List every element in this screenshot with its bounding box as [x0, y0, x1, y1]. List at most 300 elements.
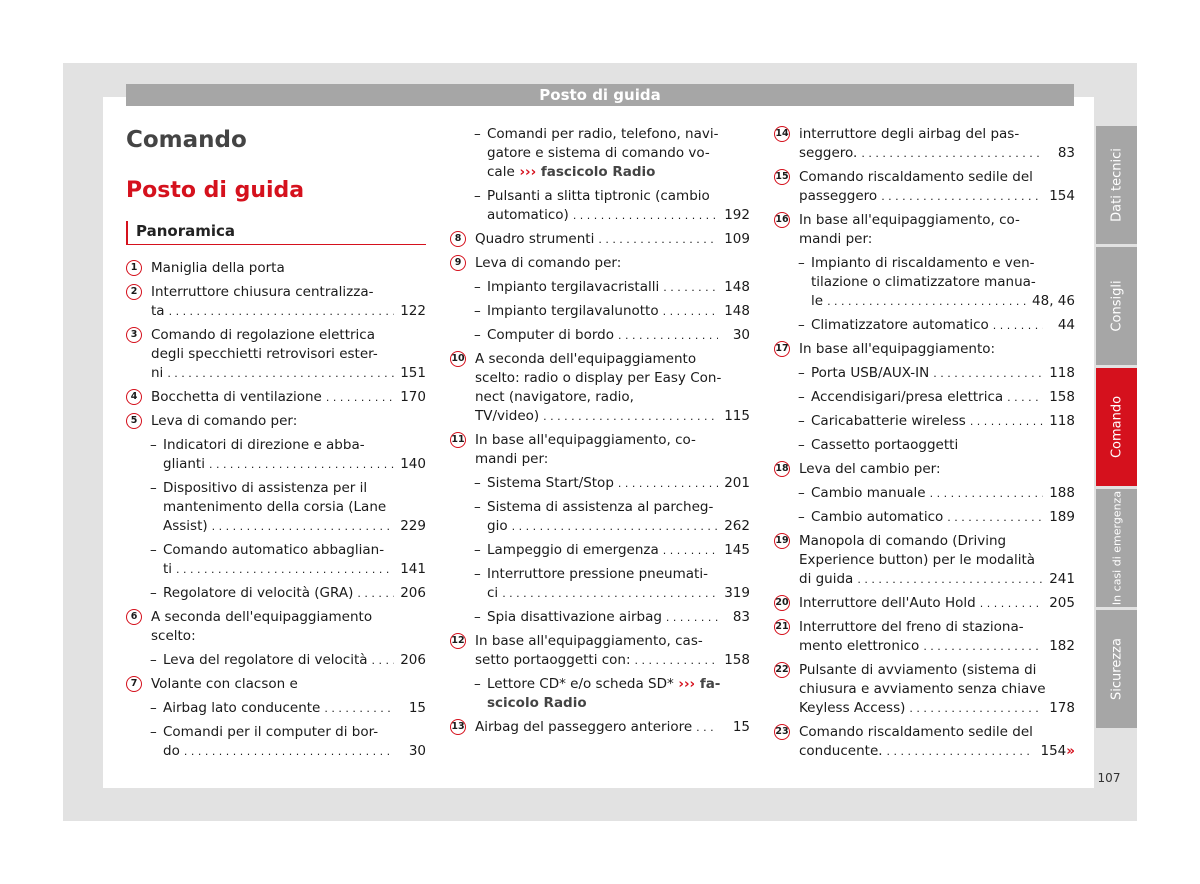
chapter-tab-consigli[interactable]: [1096, 247, 1137, 365]
item-text-line: [151, 364, 426, 383]
dot-leader: [324, 699, 394, 718]
item-number-circle: 7: [126, 676, 142, 692]
item-text-line: [487, 278, 750, 297]
item-text-line: [475, 350, 750, 369]
item-number-circle: 23: [774, 724, 790, 740]
page-reference: 44: [1057, 317, 1075, 333]
item-number-circle: 21: [774, 619, 790, 635]
item-text: A seconda dell'equipaggiamento: [151, 609, 373, 625]
item-text-line: [163, 436, 426, 455]
reference-arrow: ›››: [673, 676, 700, 692]
sub-item: [126, 479, 426, 536]
item-text-line: [163, 455, 426, 474]
item-text: scelto: radio o display per Easy Con-: [475, 370, 722, 386]
item-text: Cassetto portaoggetti: [811, 437, 959, 453]
legend-item: [450, 254, 750, 273]
page-reference: 158: [724, 652, 750, 668]
cross-reference: [515, 164, 656, 180]
page-reference: 15: [408, 700, 426, 716]
sub-item: [450, 675, 750, 713]
item-text: do: [163, 743, 180, 759]
item-text: Pulsanti a slitta tiptronic (cambio: [487, 188, 710, 204]
item-text-line: [811, 508, 1075, 527]
legend-item: [126, 675, 426, 694]
legend-item: [450, 718, 750, 737]
item-text: gatore e sistema di comando vo-: [487, 145, 710, 161]
item-text: mandi per:: [799, 231, 873, 247]
item-text-line: [163, 742, 426, 761]
page-reference: 148: [724, 279, 750, 295]
legend-item: [450, 350, 750, 426]
dot-leader: [696, 718, 718, 737]
item-text: Volante con clacson e: [151, 676, 298, 692]
dot-leader: [827, 292, 1028, 311]
page-reference: 154: [1040, 743, 1067, 759]
item-text: ci: [487, 585, 499, 601]
item-number-circle: 11: [450, 432, 466, 448]
dash-bullet: –: [798, 255, 805, 271]
item-number-circle: 6: [126, 609, 142, 625]
item-text-line: [151, 412, 426, 431]
dash-bullet: –: [150, 724, 157, 740]
dot-leader: [909, 699, 1043, 718]
legend-item: [774, 594, 1075, 613]
item-text: Comando automatico abbaglian-: [163, 542, 385, 558]
legend-item: [126, 412, 426, 431]
item-text-line: [163, 651, 426, 670]
item-text-line: [487, 206, 750, 225]
dash-bullet: –: [474, 542, 481, 558]
legend-item: [774, 661, 1075, 718]
dot-leader: [663, 302, 718, 321]
page-reference: 148: [724, 303, 750, 319]
dash-bullet: –: [474, 188, 481, 204]
item-text: Indicatori di direzione e abba-: [163, 437, 365, 453]
item-text: Assist): [163, 518, 208, 534]
page-reference: 140: [400, 456, 426, 472]
dot-leader: [598, 230, 718, 249]
dot-leader: [502, 584, 718, 603]
dot-leader: [176, 560, 394, 579]
legend-item: [450, 230, 750, 249]
item-number-circle: 12: [450, 633, 466, 649]
item-text-line: [487, 608, 750, 627]
dot-leader: [618, 474, 718, 493]
item-text-line: [475, 369, 750, 388]
sub-item: [774, 436, 1075, 455]
item-text: Impianto tergilavacristalli: [487, 279, 660, 295]
item-text-line: [799, 460, 1075, 479]
item-text-line: [151, 388, 426, 407]
reference-text: fascicolo Radio: [540, 164, 656, 180]
legend-item: [774, 168, 1075, 206]
sub-item: [450, 608, 750, 627]
dash-bullet: –: [798, 365, 805, 381]
item-text: Impianto tergilavalunotto: [487, 303, 659, 319]
item-text-line: [151, 608, 426, 627]
sub-item: [774, 412, 1075, 431]
sub-item: [774, 316, 1075, 335]
item-number-circle: 13: [450, 719, 466, 735]
item-text: degli specchietti retrovisori ester-: [151, 346, 378, 362]
item-text: Computer di bordo: [487, 327, 614, 343]
page-reference: 178: [1049, 700, 1075, 716]
item-text-line: [475, 718, 750, 737]
dot-leader: [326, 388, 394, 407]
dash-bullet: –: [798, 509, 805, 525]
dash-bullet: –: [474, 676, 481, 692]
item-text: Caricabatterie wireless: [811, 413, 966, 429]
page-reference: 30: [732, 327, 750, 343]
chapter-tab-dati-tecnici[interactable]: [1096, 126, 1137, 244]
page-reference: 118: [1049, 365, 1075, 381]
item-text: cale ››› fascicolo Radio: [487, 164, 656, 180]
dash-bullet: –: [798, 317, 805, 333]
item-text-line: [475, 651, 750, 670]
page-reference: 118: [1049, 413, 1075, 429]
dash-bullet: –: [474, 327, 481, 343]
item-text: Lampeggio di emergenza: [487, 542, 659, 558]
dash-bullet: –: [150, 542, 157, 558]
reference-arrow: ›››: [514, 164, 541, 180]
page-reference: 189: [1049, 509, 1075, 525]
dash-bullet: –: [474, 303, 481, 319]
page-reference: 188: [1049, 485, 1075, 501]
item-text-line: [487, 125, 750, 144]
tab-label: Sicurezza: [1109, 638, 1124, 700]
sub-item: [450, 474, 750, 493]
item-text: interruttore degli airbag del pas-: [799, 126, 1020, 142]
item-text-line: [811, 273, 1075, 292]
sub-item: [450, 541, 750, 560]
item-text-line: [475, 632, 750, 651]
item-number-circle: 2: [126, 284, 142, 300]
item-text: seggero.: [799, 145, 858, 161]
page-reference: 206: [400, 585, 426, 601]
legend-item: [126, 283, 426, 321]
item-text: Leva del cambio per:: [799, 461, 941, 477]
tab-label: Dati tecnici: [1109, 148, 1124, 222]
item-text-line: [811, 292, 1075, 311]
item-text: Lettore CD* e/o scheda SD* ››› fa-: [487, 676, 721, 692]
sub-item: [450, 565, 750, 603]
item-text: Comandi per radio, telefono, navi-: [487, 126, 719, 142]
item-text-line: [163, 584, 426, 603]
item-text-line: [799, 723, 1075, 742]
dot-leader: [663, 541, 718, 560]
page-reference: 15: [732, 719, 750, 735]
page-reference: 262: [724, 518, 750, 534]
item-text: passeggero: [799, 188, 878, 204]
item-text-line: [799, 144, 1075, 163]
item-text: Comandi per il computer di bor-: [163, 724, 379, 740]
overview-list: [774, 125, 1075, 761]
dot-leader: [666, 608, 718, 627]
dot-leader: [930, 484, 1043, 503]
legend-item: [774, 618, 1075, 656]
page-reference: 170: [400, 389, 426, 405]
item-text: tilazione o climatizzatore manua-: [811, 274, 1036, 290]
item-text: glianti: [163, 456, 205, 472]
chapter-tab-comando[interactable]: [1096, 368, 1137, 486]
item-text: ni: [151, 365, 164, 381]
item-text-line: [487, 302, 750, 321]
sub-item: [774, 364, 1075, 383]
item-text-line: [799, 532, 1075, 551]
item-text: Interruttore pressione pneumati-: [487, 566, 708, 582]
dot-leader: [980, 594, 1043, 613]
item-text-line: [487, 163, 750, 182]
item-text: Keyless Access): [799, 700, 906, 716]
item-text: Leva di comando per:: [151, 413, 298, 429]
dot-leader: [635, 651, 718, 670]
item-number-circle: 4: [126, 389, 142, 405]
page-reference: 182: [1049, 638, 1075, 654]
item-text: ti: [163, 561, 173, 577]
legend-item: [126, 388, 426, 407]
chapter-tab-in-casi-di-emergenza[interactable]: [1096, 489, 1137, 607]
item-text-line: [487, 565, 750, 584]
item-text-line: [487, 584, 750, 603]
item-text-line: [151, 627, 426, 646]
column-3: [774, 125, 1075, 766]
sub-item: [126, 584, 426, 603]
item-text: Pulsante di avviamento (sistema di: [799, 662, 1037, 678]
item-text: Accendisigari/presa elettrica: [811, 389, 1004, 405]
item-text-line: [799, 699, 1075, 718]
dash-bullet: –: [150, 652, 157, 668]
dot-leader: [663, 278, 718, 297]
item-text-line: [799, 594, 1075, 613]
page-reference: 83: [732, 609, 750, 625]
item-text-line: [799, 211, 1075, 230]
item-text: Cambio automatico: [811, 509, 944, 525]
page-reference: 201: [724, 475, 750, 491]
item-text-line: [811, 254, 1075, 273]
page-reference: 115: [724, 408, 750, 424]
legend-item: [450, 431, 750, 469]
item-text: Cambio manuale: [811, 485, 926, 501]
item-text: nect (navigatore, radio,: [475, 389, 634, 405]
item-number-circle: 14: [774, 126, 790, 142]
item-text-line: [487, 326, 750, 345]
dot-leader: [372, 651, 394, 670]
reference-text: fa-: [699, 676, 721, 692]
item-text-line: [799, 187, 1075, 206]
item-number-circle: 3: [126, 327, 142, 343]
sub-item: [774, 508, 1075, 527]
item-text-line: [163, 541, 426, 560]
item-text-line: [475, 254, 750, 273]
item-text: mento elettronico: [799, 638, 920, 654]
dot-leader: [923, 637, 1043, 656]
sub-item: [126, 723, 426, 761]
item-text-line: [163, 517, 426, 536]
sub-item: [126, 541, 426, 579]
page-reference: 141: [400, 561, 426, 577]
legend-item: [126, 608, 426, 646]
item-text-line: [799, 551, 1075, 570]
item-text-line: [487, 517, 750, 536]
page-reference: 109: [724, 231, 750, 247]
cross-reference: [674, 676, 721, 692]
item-text: Climatizzatore automatico: [811, 317, 989, 333]
chapter-tab-sicurezza[interactable]: [1096, 610, 1137, 728]
item-text-line: [811, 412, 1075, 431]
item-text: mandi per:: [475, 451, 549, 467]
overview-list: [450, 125, 750, 737]
item-text: Interruttore chiusura centralizza-: [151, 284, 374, 300]
item-text: In base all'equipaggiamento, co-: [799, 212, 1020, 228]
dot-leader: [357, 584, 394, 603]
column-2: [450, 125, 750, 742]
dot-leader: [212, 517, 394, 536]
dot-leader: [947, 508, 1043, 527]
dash-bullet: –: [474, 566, 481, 582]
page-reference: 151: [400, 365, 426, 381]
dot-leader: [169, 302, 394, 321]
page-reference: 122: [400, 303, 426, 319]
legend-item: [774, 211, 1075, 249]
item-text: A seconda dell'equipaggiamento: [475, 351, 697, 367]
page-reference: 145: [724, 542, 750, 558]
item-text: Interruttore del freno di staziona-: [799, 619, 1024, 635]
item-number-circle: 10: [450, 351, 466, 367]
item-text: Impianto di riscaldamento e ven-: [811, 255, 1035, 271]
sub-item: [450, 187, 750, 225]
item-text-line: [163, 479, 426, 498]
item-text: Leva di comando per:: [475, 255, 622, 271]
dash-bullet: –: [150, 480, 157, 496]
item-text: Leva del regolatore di velocità: [163, 652, 368, 668]
dash-bullet: –: [474, 609, 481, 625]
item-text: le: [811, 293, 824, 309]
tab-label: Comando: [1109, 395, 1124, 459]
item-text-line: [487, 187, 750, 206]
item-text: Manopola di comando (Driving: [799, 533, 1007, 549]
item-number-circle: 1: [126, 260, 142, 276]
item-text-line: [487, 498, 750, 517]
dot-leader: [573, 206, 718, 225]
tab-label: Consigli: [1109, 280, 1124, 332]
item-text-line: [799, 618, 1075, 637]
item-text: mantenimento della corsia (Lane: [163, 499, 387, 515]
item-number-circle: 9: [450, 255, 466, 271]
item-text: gio: [487, 518, 508, 534]
dot-leader: [861, 144, 1043, 163]
item-text-line: [799, 661, 1075, 680]
item-text-line: [487, 675, 750, 694]
item-text-line: [163, 560, 426, 579]
item-text: In base all'equipaggiamento:: [799, 341, 996, 357]
item-text: In base all'equipaggiamento, co-: [475, 432, 696, 448]
dash-bullet: –: [474, 475, 481, 491]
dot-leader: [512, 517, 718, 536]
item-text-line: [799, 570, 1075, 589]
item-text: Regolatore di velocità (GRA): [163, 585, 354, 601]
item-text-line: [475, 431, 750, 450]
item-text-line: [799, 637, 1075, 656]
section-title: Posto di guida: [126, 178, 305, 203]
column-1: [126, 125, 426, 766]
item-text-line: [811, 388, 1075, 407]
sub-item: [774, 484, 1075, 503]
reference-text: scicolo Radio: [487, 695, 587, 711]
item-text-line: [799, 340, 1075, 359]
item-text: automatico): [487, 207, 569, 223]
page-reference: 158: [1049, 389, 1075, 405]
item-text: Sistema di assistenza al parcheg-: [487, 499, 714, 515]
item-text-line: [151, 283, 426, 302]
legend-item: [774, 723, 1075, 761]
dot-leader: [881, 187, 1043, 206]
item-text: Airbag del passeggero anteriore: [475, 719, 693, 735]
item-text: In base all'equipaggiamento, cas-: [475, 633, 703, 649]
dash-bullet: –: [150, 585, 157, 601]
item-text-line: [487, 144, 750, 163]
item-number-circle: 16: [774, 212, 790, 228]
dash-bullet: –: [798, 485, 805, 501]
item-number-circle: 18: [774, 461, 790, 477]
item-text: di guida: [799, 571, 854, 587]
item-text-line: [811, 436, 1075, 455]
item-text-line: [799, 680, 1075, 699]
item-text: Comando riscaldamento sedile del: [799, 724, 1033, 740]
legend-item: [774, 532, 1075, 589]
item-text-line: [799, 742, 1075, 761]
item-text-line: [163, 498, 426, 517]
sub-item: [126, 436, 426, 474]
sub-item: [450, 498, 750, 536]
legend-item: [126, 326, 426, 383]
item-text: Spia disattivazione airbag: [487, 609, 662, 625]
item-number-circle: 5: [126, 413, 142, 429]
sub-item: [774, 254, 1075, 311]
item-text-line: [475, 450, 750, 469]
item-number-circle: 17: [774, 341, 790, 357]
item-number-circle: 20: [774, 595, 790, 611]
continued-arrow: »: [1066, 743, 1075, 759]
item-text: Airbag lato conducente: [163, 700, 321, 716]
page-reference: 206: [400, 652, 426, 668]
dash-bullet: –: [798, 413, 805, 429]
item-number-circle: 19: [774, 533, 790, 549]
item-text-line: [811, 364, 1075, 383]
item-text: Experience button) per le modalità: [799, 552, 1036, 568]
page-header: Posto di guida: [126, 84, 1074, 106]
item-text-line: [475, 388, 750, 407]
item-text-line: [475, 230, 750, 249]
page-reference: 83: [1057, 145, 1075, 161]
item-text: Comando di regolazione elettrica: [151, 327, 376, 343]
sub-item: [450, 278, 750, 297]
dash-bullet: –: [150, 700, 157, 716]
legend-item: [450, 632, 750, 670]
sub-item: [450, 326, 750, 345]
item-text-line: [811, 484, 1075, 503]
item-text: conducente.: [799, 743, 883, 759]
page-reference: 229: [400, 518, 426, 534]
dash-bullet: –: [798, 437, 805, 453]
item-text: Comando riscaldamento sedile del: [799, 169, 1033, 185]
item-text: Sistema Start/Stop: [487, 475, 614, 491]
dot-leader: [618, 326, 718, 345]
item-text: setto portaoggetti con:: [475, 652, 631, 668]
legend-item: [774, 340, 1075, 359]
page-number: 107: [1097, 771, 1121, 785]
item-text-line: [487, 474, 750, 493]
dash-bullet: –: [474, 126, 481, 142]
